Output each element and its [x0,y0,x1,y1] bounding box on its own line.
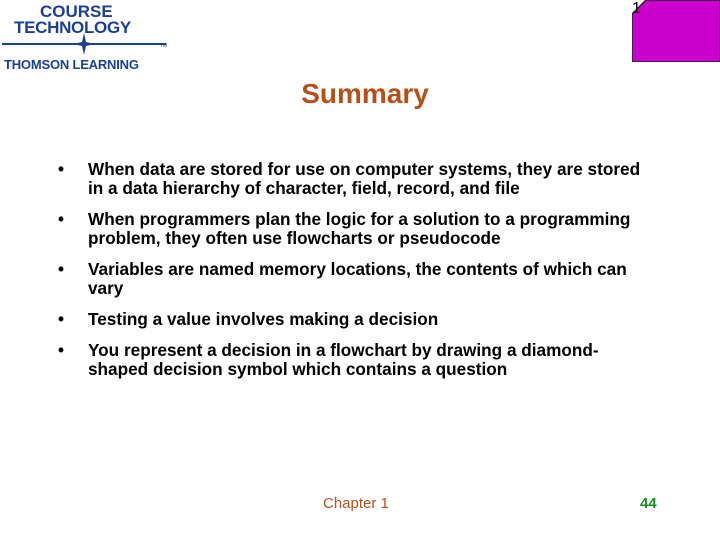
bullet-icon: • [58,340,65,360]
list-item: • You represent a decision in a flowchart by drawing a diamond-shaped decision symbol which contains a question [58,340,599,379]
chapter-badge-number: 1 [632,0,641,17]
logo-course: COURSE [40,2,113,21]
list-item: • When programmers plan the logic for a solution to a programming problem, they often use flowcharts or pseudocode [58,209,631,248]
logo-trademark: TM [160,43,168,49]
bullet-list [58,160,658,391]
page-number: 44 [640,495,657,512]
logo-technology: TECHNOLOGY [14,18,131,37]
page-title: Summary [301,78,429,109]
publisher-logo [0,0,190,80]
list-item: • Testing a value involves making a decision [58,309,439,329]
list-item: • Variables are named memory locations, the contents of which can vary [58,259,627,298]
bullet-icon: • [58,259,65,279]
footer-chapter: Chapter 1 [323,495,389,512]
bullet-icon: • [58,209,65,229]
bullet-icon: • [58,309,65,329]
bullet-icon: • [58,159,65,179]
list-item: • When data are stored for use on computer systems, they are stored in a data hierarchy of character, field, record, and file [58,159,641,198]
logo-thomson-learning: THOMSON LEARNING [4,57,139,72]
